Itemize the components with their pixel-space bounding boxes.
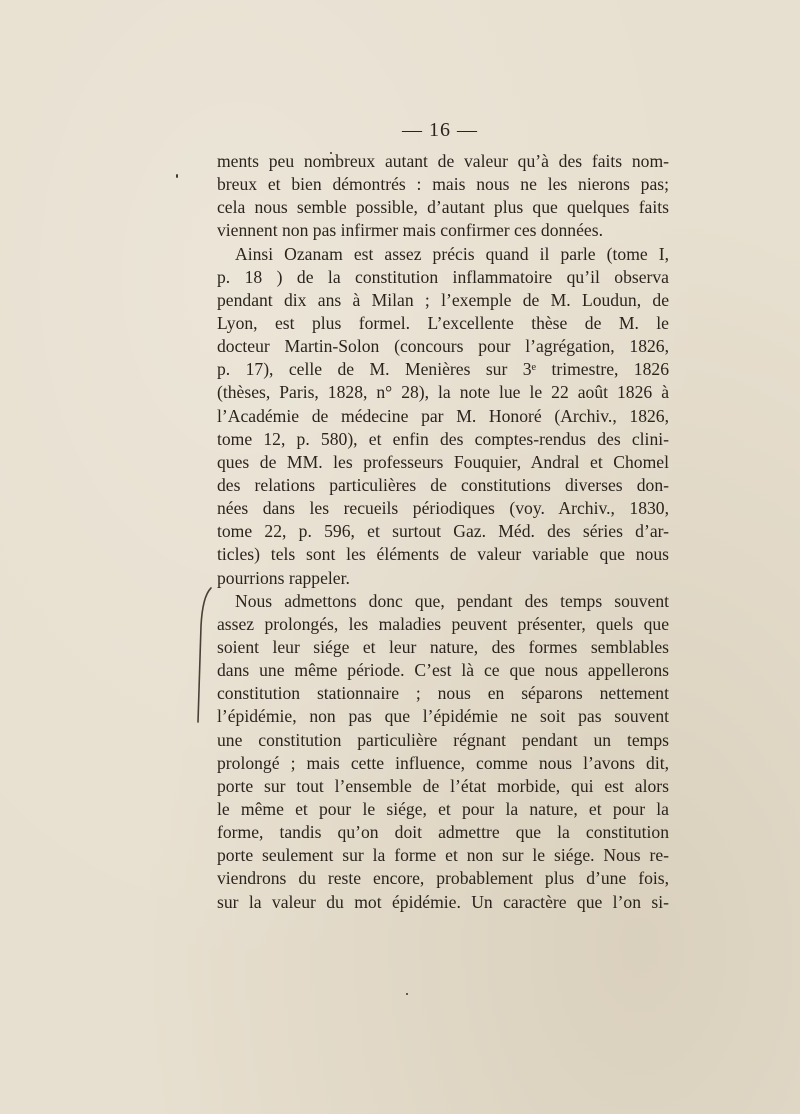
- margin-pencil-mark: [189, 586, 217, 724]
- text-line: viendrons du reste encore, probablement plus d’une fois,: [217, 868, 669, 889]
- text-line: ques de MM. les professeurs Fouquier, Andral et Chomel: [217, 451, 669, 472]
- text-line: le même et pour le siége, et pour la nature, et pour la: [217, 798, 669, 819]
- text-line: cela nous semble possible, d’autant plus que quelques faits: [217, 197, 669, 218]
- text-line: pourrions rappeler.: [217, 567, 350, 588]
- text-line: ments peu nombreux autant de valeur qu’à des faits nom-: [217, 151, 669, 171]
- text-line: l’épidémie, non pas que l’épidémie ne soit pas souvent: [217, 706, 669, 727]
- text-line: l’Académie de médecine par M. Honoré (Archiv., 1826,: [217, 405, 669, 426]
- text-line: soient leur siége et leur nature, des formes semblables: [217, 636, 669, 657]
- page-number: — 16 —: [402, 119, 478, 141]
- text-line: (thèses, Paris, 1828, n° 28), la note lue le 22 août 1826 à: [217, 382, 669, 403]
- text-line: docteur Martin-Solon (concours pour l’agrégation, 1826,: [217, 336, 669, 357]
- text-line: dans une même période. C’est là ce que nous appellerons: [217, 660, 669, 681]
- text-line: Nous admettons donc que, pendant des temps souvent: [235, 590, 669, 611]
- text-line: Lyon, est plus formel. L’excellente thèse de M. le: [217, 312, 669, 333]
- text-line: porte sur tout l’ensemble de l’état morbide, qui est alors: [217, 775, 669, 796]
- text-line: constitution stationnaire ; nous en séparons nettement: [217, 683, 669, 704]
- text-line: ticles) tels sont les éléments de valeur variable que nous: [217, 544, 669, 565]
- body-text: [217, 150, 669, 914]
- text-line: nées dans les recueils périodiques (voy. Archiv., 1830,: [217, 498, 669, 519]
- text-line: tome 22, p. 596, et surtout Gaz. Méd. des séries d’ar-: [217, 521, 669, 542]
- text-line: assez prolongés, les maladies peuvent présenter, quels que: [217, 613, 669, 634]
- text-line: des relations particulières de constitutions diverses don-: [217, 474, 669, 495]
- text-line: prolongé ; mais cette influence, comme nous l’avons dit,: [217, 752, 669, 773]
- text-line: p. 17), celle de M. Menières sur 3ᵉ trimestre, 1826: [217, 359, 669, 380]
- text-line: p. 18 ) de la constitution inflammatoire qu’il observa: [217, 266, 669, 287]
- text-line: une constitution particulière régnant pendant un temps: [217, 729, 669, 750]
- text-line: Ainsi Ozanam est assez précis quand il parle (tome I,: [235, 243, 669, 264]
- text-line: sur la valeur du mot épidémie. Un caractère que l’on si-: [217, 891, 669, 912]
- text-line: breux et bien démontrés : mais nous ne les nierons pas;: [217, 174, 669, 195]
- text-line: tome 12, p. 580), et enfin des comptes-rendus des clini-: [217, 428, 669, 449]
- text-line: porte seulement sur la forme et non sur le siége. Nous re-: [217, 845, 669, 866]
- text-line: viennent non pas infirmer mais confirmer ces données.: [217, 220, 603, 241]
- ink-speck: [176, 174, 178, 178]
- ink-speck: [406, 993, 408, 995]
- text-line: pendant dix ans à Milan ; l’exemple de M. Loudun, de: [217, 289, 669, 310]
- text-line: forme, tandis qu’on doit admettre que la constitution: [217, 822, 669, 843]
